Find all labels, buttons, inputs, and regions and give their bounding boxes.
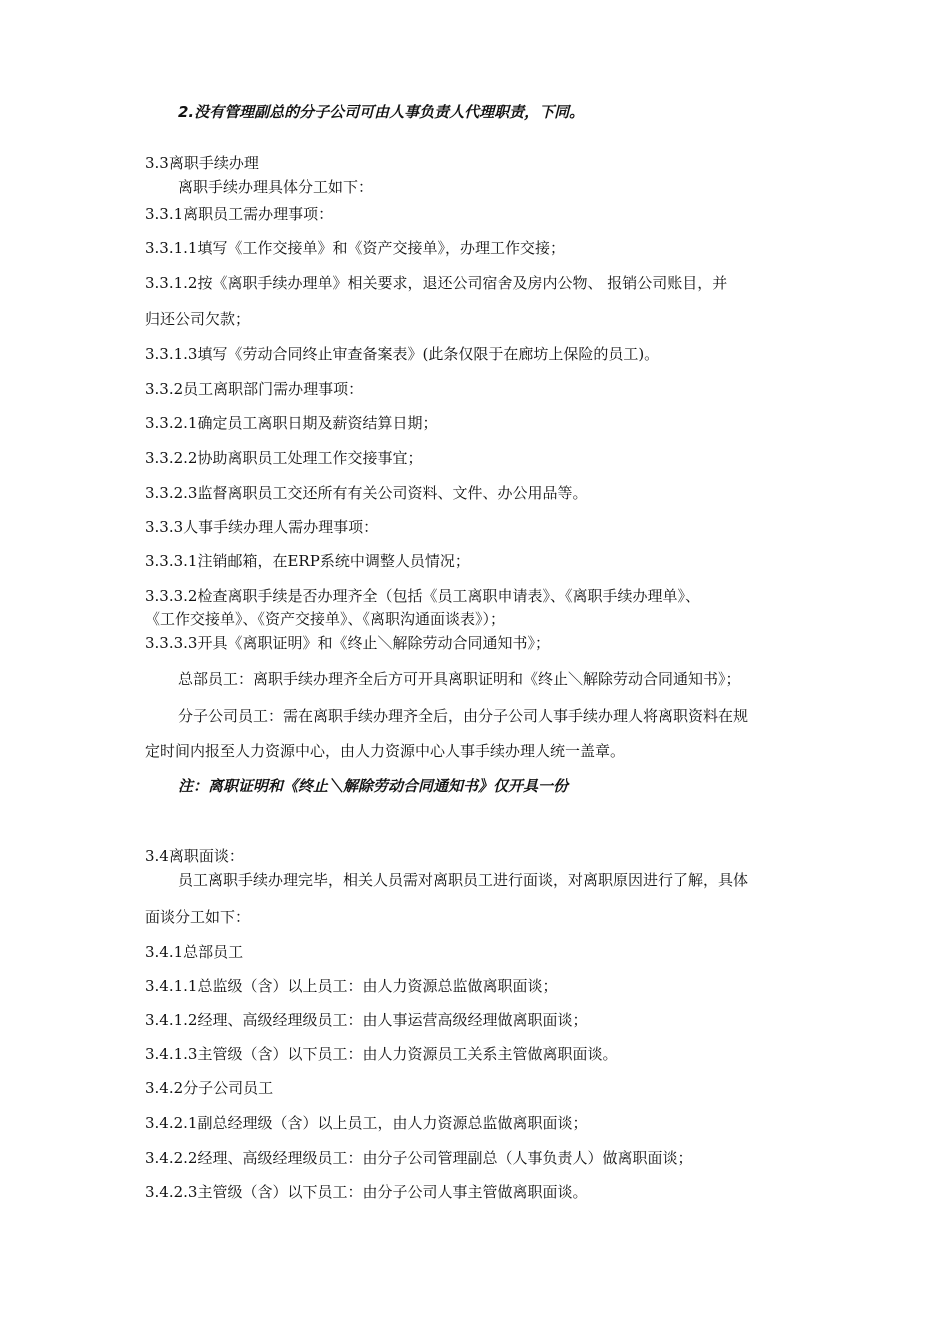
- paragraph-continuation: 定时间内报至人力资源中心，由人力资源中心人事手续办理人统一盖章。: [145, 742, 626, 760]
- paragraph-line: 总部员工：离职手续办理齐全后方可开具离职证明和《终止＼解除劳动合同通知书》；: [178, 670, 741, 688]
- subsection-heading: 3.3.2员工离职部门需办理事项：: [145, 380, 364, 398]
- list-item: 3.3.1.1填写《工作交接单》和《资产交接单》，办理工作交接；: [145, 239, 565, 257]
- list-item: 3.3.1.2按《离职手续办理单》相关要求，退还公司宿舍及房内公物、 报销公司账目，并: [145, 274, 728, 292]
- paragraph-continuation: 面谈分工如下：: [145, 908, 251, 926]
- subsection-heading: 3.4.1总部员工: [145, 943, 244, 961]
- list-item: 3.3.3.1注销邮箱，在ERP系统中调整人员情况；: [145, 552, 470, 570]
- list-item: 3.4.2.1副总经理级（含）以上员工，由人力资源总监做离职面谈；: [145, 1114, 588, 1132]
- list-item: 3.3.2.1确定员工离职日期及薪资结算日期；: [145, 414, 438, 432]
- section-heading: 3.4离职面谈：: [145, 847, 244, 865]
- subsection-heading: 3.3.3人事手续办理人需办理事项：: [145, 518, 379, 536]
- note-line: 2.没有管理副总的分子公司可由人事负责人代理职责，下同。: [178, 103, 585, 121]
- paragraph-line: 分子公司员工：需在离职手续办理齐全后，由分子公司人事手续办理人将离职资料在规: [178, 707, 749, 725]
- list-item: 3.4.2.2经理、高级经理级员工：由分子公司管理副总（人事负责人）做离职面谈；: [145, 1149, 693, 1167]
- list-item: 3.3.2.2协助离职员工处理工作交接事宜；: [145, 449, 423, 467]
- list-item: 3.3.3.2检查离职手续是否办理齐全（包括《员工离职申请表》、《离职手续办理单》、: [145, 587, 700, 605]
- list-item: 3.4.1.1总监级（含）以上员工：由人力资源总监做离职面谈；: [145, 977, 558, 995]
- list-item-continuation: 《工作交接单》、《资产交接单》、《离职沟通面谈表》）；: [145, 610, 506, 628]
- list-item: 3.3.3.3开具《离职证明》和《终止＼解除劳动合同通知书》；: [145, 634, 550, 652]
- paragraph-line: 离职手续办理具体分工如下：: [178, 178, 374, 196]
- subsection-heading: 3.4.2分子公司员工: [145, 1079, 274, 1097]
- list-item: 3.4.2.3主管级（含）以下员工：由分子公司人事主管做离职面谈。: [145, 1183, 588, 1201]
- paragraph-line: 员工离职手续办理完毕，相关人员需对离职员工进行面谈，对离职原因进行了解，具体: [178, 871, 749, 889]
- list-item: 3.4.1.2经理、高级经理级员工：由人事运营高级经理做离职面谈；: [145, 1011, 588, 1029]
- section-heading: 3.3离职手续办理: [145, 154, 259, 172]
- note-line: 注：离职证明和《终止＼解除劳动合同通知书》仅开具一份: [178, 777, 569, 795]
- list-item: 3.3.1.3填写《劳动合同终止审查备案表》(此条仅限于在廊坊上保险的员工)。: [145, 345, 660, 363]
- list-item: 3.4.1.3主管级（含）以下员工：由人力资源员工关系主管做离职面谈。: [145, 1045, 618, 1063]
- list-item: 3.3.2.3监督离职员工交还所有有关公司资料、文件、办公用品等。: [145, 484, 588, 502]
- list-item-continuation: 归还公司欠款；: [145, 310, 251, 328]
- subsection-heading: 3.3.1离职员工需办理事项：: [145, 205, 334, 223]
